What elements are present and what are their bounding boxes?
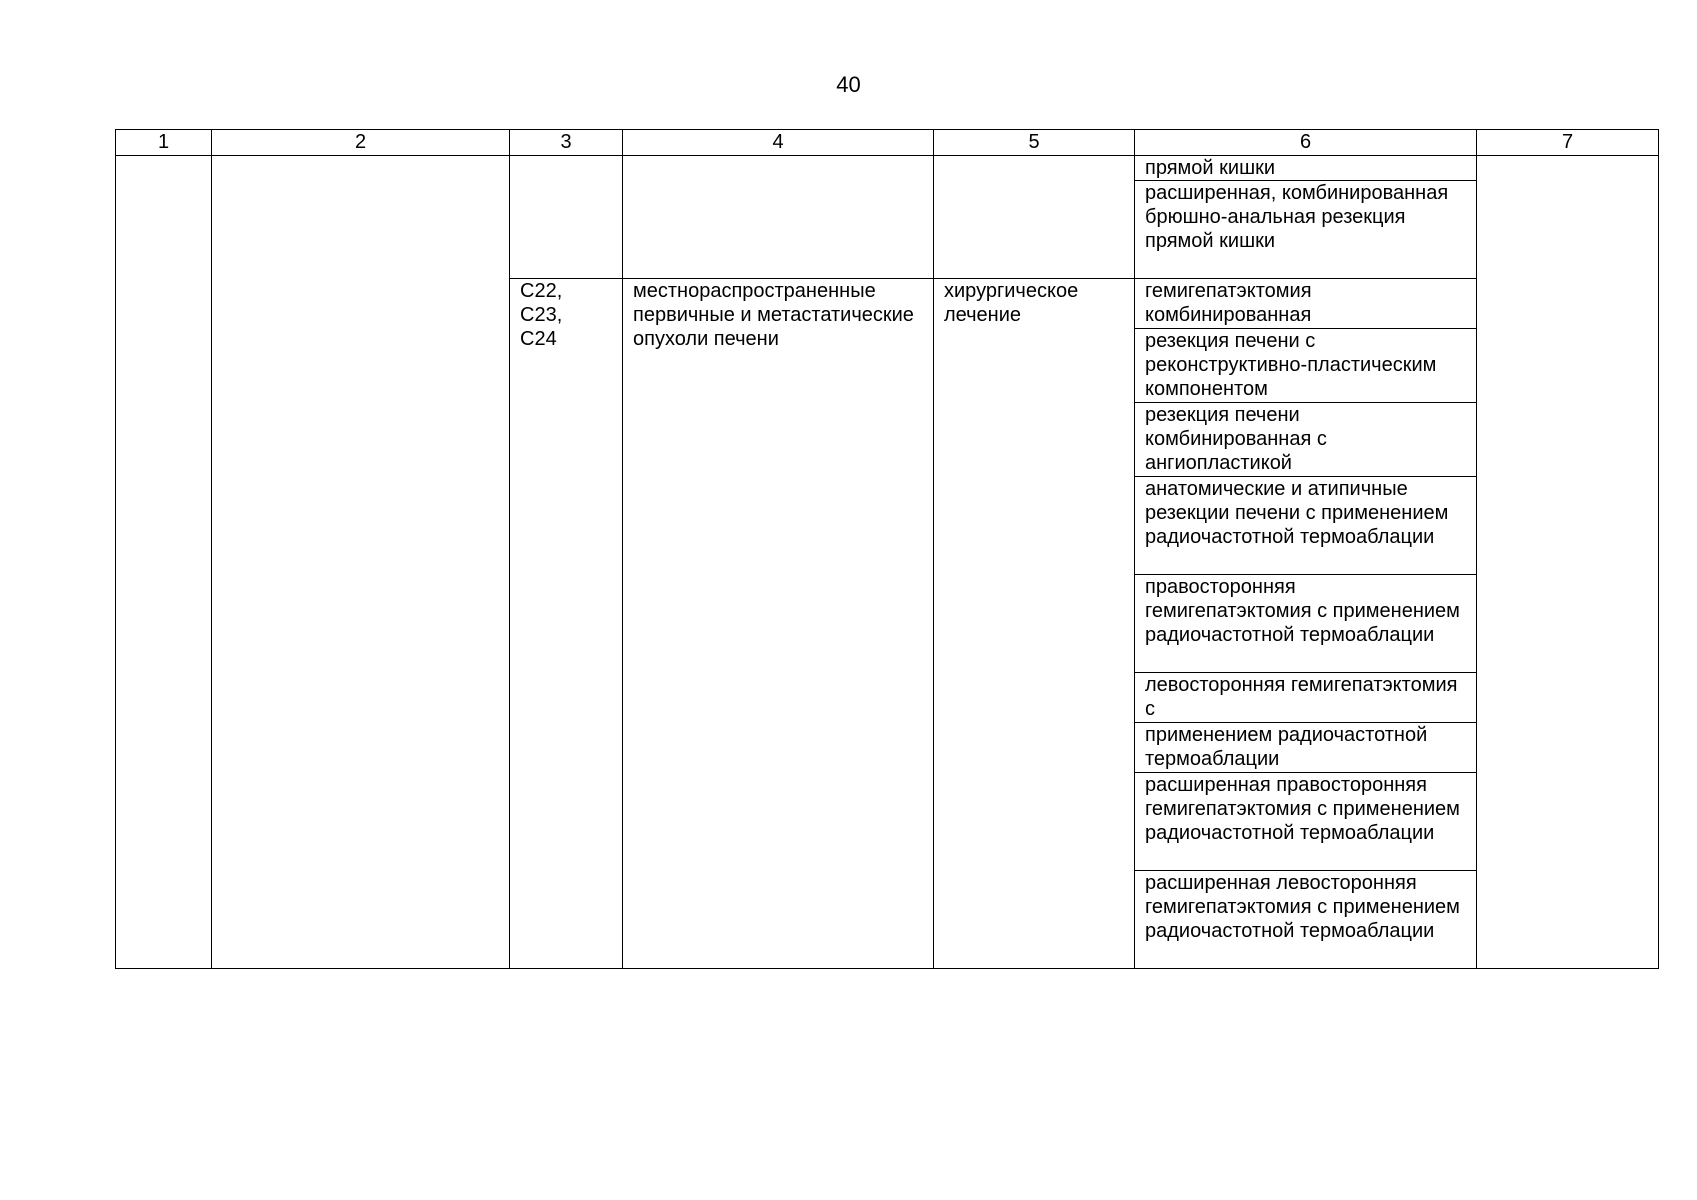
method-cell: прямой кишки — [1135, 156, 1477, 181]
cell-treatment-empty — [934, 156, 1135, 279]
column-header-5: 5 — [934, 130, 1135, 156]
column-header-7: 7 — [1477, 130, 1659, 156]
cell-col1 — [116, 156, 212, 969]
code-line: C23, — [520, 304, 563, 326]
code-line: C24 — [520, 328, 557, 350]
diagnosis-cell: местнораспространенные первичные и метастатические опухоли печени — [623, 279, 934, 969]
treatment-cell: хирургическое лечение — [934, 279, 1135, 969]
table-row — [116, 156, 1659, 181]
cell-code-empty — [510, 156, 623, 279]
method-cell: резекция печени комбинированная с ангиопластикой — [1135, 403, 1477, 477]
methods-table — [115, 129, 1659, 969]
method-cell: применением радиочастотной термоаблации — [1135, 723, 1477, 773]
column-header-1: 1 — [116, 130, 212, 156]
column-header-4: 4 — [623, 130, 934, 156]
header-row — [116, 130, 1659, 156]
page-number: 40 — [836, 72, 861, 97]
cell-diagnosis-empty — [623, 156, 934, 279]
cell-col7 — [1477, 156, 1659, 969]
method-cell: гемигепатэктомия комбинированная — [1135, 279, 1477, 329]
diagnosis-code-cell — [510, 279, 623, 969]
column-header-3: 3 — [510, 130, 623, 156]
method-cell: расширенная, комбинированная брюшно-анальная резекция прямой кишки — [1135, 181, 1477, 279]
method-cell: расширенная правосторонняя гемигепатэктомия с применением радиочастотной термоаблации — [1135, 773, 1477, 871]
method-cell: резекция печени с реконструктивно-пластическим компонентом — [1135, 329, 1477, 403]
cell-col2 — [212, 156, 510, 969]
code-line: C22, — [520, 280, 563, 302]
column-header-2: 2 — [212, 130, 510, 156]
method-cell: расширенная левосторонняя гемигепатэктомия с применением радиочастотной термоаблации — [1135, 871, 1477, 969]
method-cell: анатомические и атипичные резекции печени с применением радиочастотной термоаблации — [1135, 477, 1477, 575]
column-header-6: 6 — [1135, 130, 1477, 156]
method-cell: правосторонняя гемигепатэктомия с применением радиочастотной термоаблации — [1135, 575, 1477, 673]
method-cell: левосторонняя гемигепатэктомия с — [1135, 673, 1477, 723]
